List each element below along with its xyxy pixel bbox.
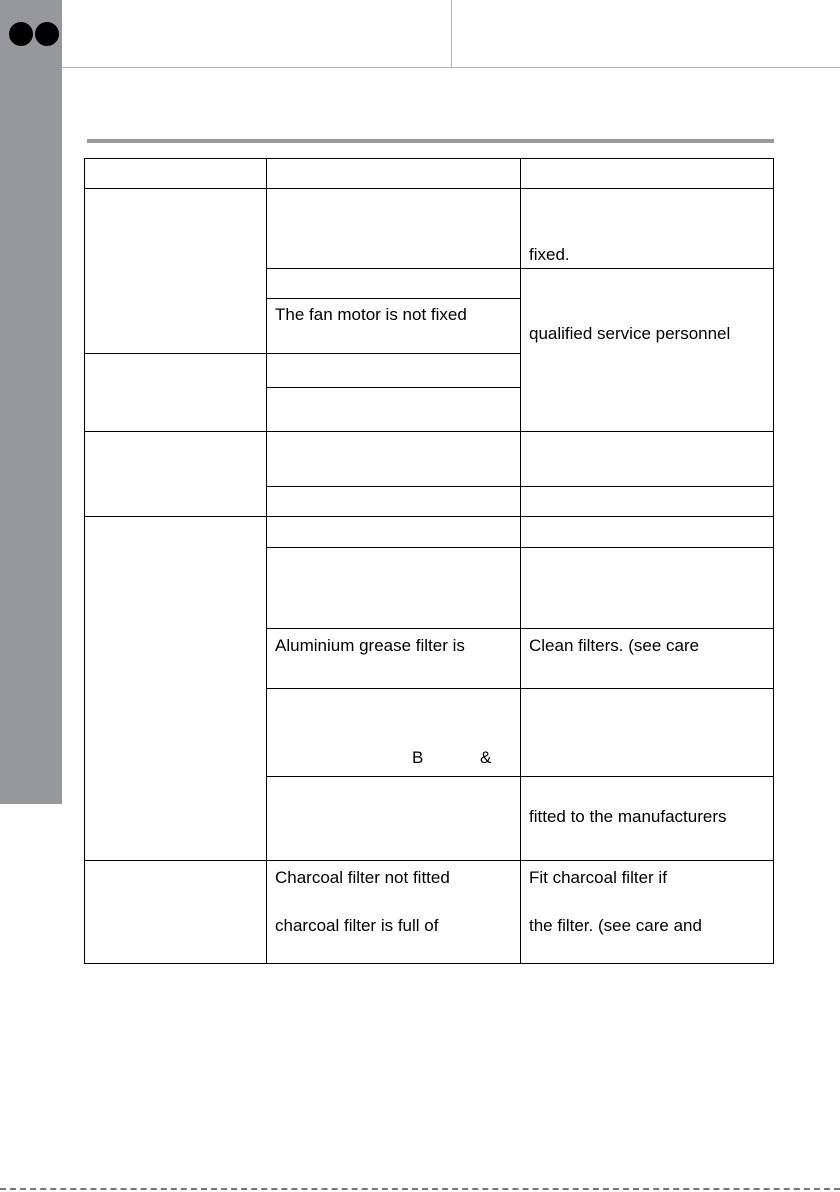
table-cell: the filter. (see care and: [529, 916, 702, 935]
table-line: [84, 860, 774, 861]
table-line: [520, 158, 521, 964]
table-cell: &: [480, 748, 492, 767]
table-line: [84, 158, 85, 964]
table-cell: fixed.: [529, 245, 570, 264]
header-separator: [451, 0, 452, 68]
header-rule: [62, 67, 840, 68]
table-line: [266, 158, 267, 964]
side-tab: [0, 0, 62, 804]
table-cell: fitted to the manufacturers: [529, 807, 727, 826]
table-cell: Aluminium grease filter is: [275, 636, 465, 655]
table-cell: Fit charcoal filter if: [529, 868, 667, 887]
table-cell: Charcoal filter not fitted: [275, 868, 450, 887]
table-cell: Clean filters. (see care: [529, 636, 700, 655]
page-bottom-edge: [0, 1188, 840, 1190]
table-line: [266, 387, 520, 388]
troubleshooting-table: [84, 158, 774, 964]
two-black-dots-icon: [9, 22, 59, 46]
table-line: [84, 431, 774, 432]
dot-icon: [35, 22, 59, 46]
table-cell: qualified service personnel: [529, 324, 731, 343]
table-line: [84, 188, 774, 189]
table-line: [84, 158, 774, 159]
table-cell: charcoal filter is full of: [275, 916, 439, 935]
table-line: [773, 158, 774, 964]
dot-icon: [9, 22, 33, 46]
table-cell: B: [412, 748, 424, 767]
table-cell: The fan motor is not fixed: [275, 305, 467, 324]
table-line: [84, 963, 774, 964]
table-line: [84, 516, 774, 517]
section-rule: [87, 139, 774, 143]
table-line: [84, 353, 520, 354]
table-line: [266, 298, 520, 299]
